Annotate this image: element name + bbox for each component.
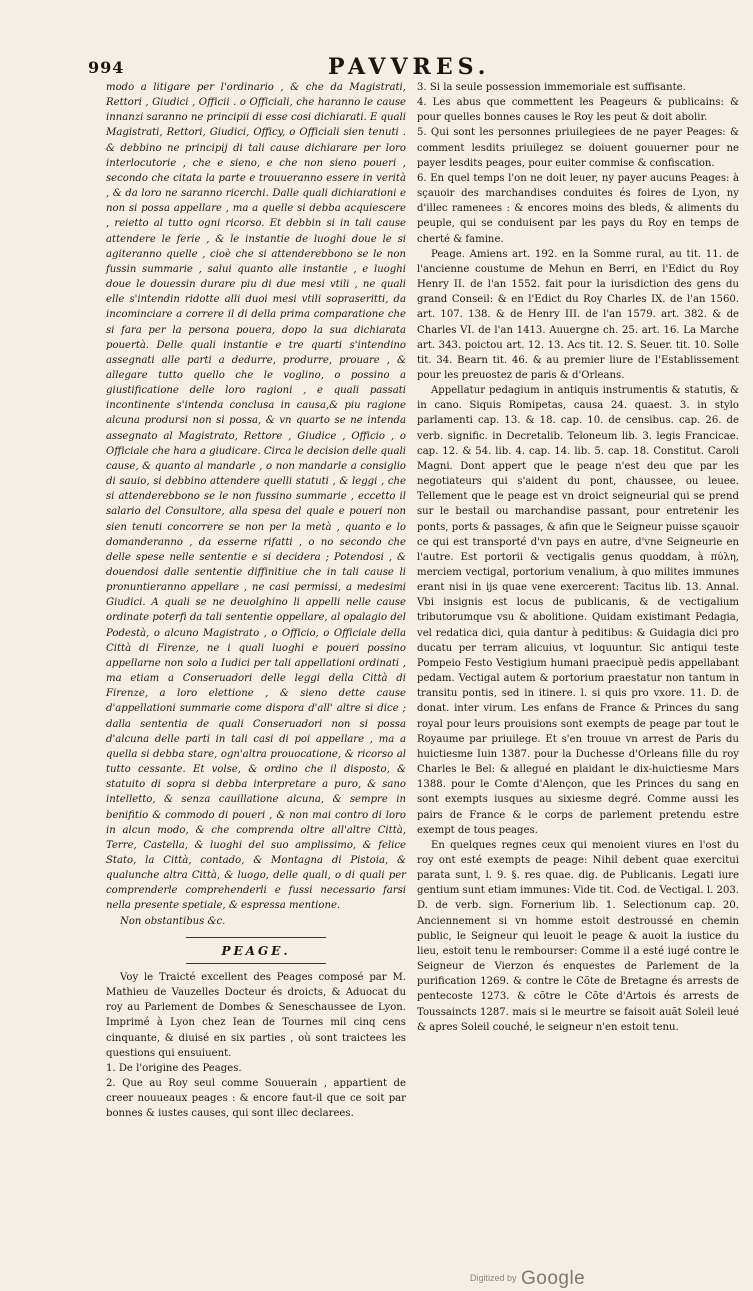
question-item: 2. Que au Roy seul comme Souuerain , appartient de creer nouueaux peages : & encore faut-il que ce soit par bonnes & iustes causes, qui sont illec declarees. [106, 1078, 406, 1120]
closing-formula: Non obstantibus &c. [120, 915, 226, 927]
question-item: 1. De l'origine des Peages. [106, 1062, 242, 1074]
italian-statute-text: modo a litigare per l'ordinario , & che da Magistrati, Rettori , Giudici , Officii . o Officiali, che haranno le cause innanzi saranno ne principii di esse cosi dichiarati. E quali Magistrati, Rettori, Giudici, Officy, o Officiali sien tenuti . & debbino ne principij di tali cause dichiarare per loro interlocutorie , che e sieno, e che non sieno poueri , secondo che citata la parte e trouueranno essere in verità , & da loro ne saranno ricerchi. Dalle quali dichiarationi e non si possa appellare , ma a quelle si debba acquiescere , reietto al tutto ogni ricorso. Et debbin si in tali cause attendere le ferie , & le instantie de luoghi doue le si agiteranno quelle , cioè che si attenderebbono se le non fussin summarie , salui quanto alle instantie , e luoghi doue le douessin durare piu di due mesi vtili , ne quali elle s'intendin ridotte alli duoi mesi vtili sopraseritti, da incominciare a correre il di della prima comparatione che si fara per la persona pouera, dopo la sua dichiarata pouertà. Delle quali instantie e tre quarti s'intendino assegnati alle parti a dedurre, produrre, prouare , & allegare tutto quello che le voglino, o possino a giustificatione delle loro ragioni , e quali passati incontinente s'intenda conclusa in causa,& piu ragione alcuna prodursi non si possa, & vn quarto se ne intenda assegnato al Magistrato, Rettore , Giudice , Officio , o Officiale che hara a giudicare. Circa le decision delle quali cause, & quanto al mandarle , o non mandarle a consiglio di sauio, si debbino attendere quelli statuti , & leggi , che si attenderebbono se le non fussino summarie , eccetto il salario del Consultore, alla spesa del quale e poueri non sien tenuti concorrere se non per la metà , quanto e lo domanderanno , da esserne rifatti , o no secondo che delle spese nelle sententie e si decidera ; Potendosi , & douendosi dalle sententie diffinitiue che in tali cause li pronuntieranno appellare , ne casi permissi, a medesimi Giudici. A quali se ne deuolghino li appelli nelle cause ordinate poterfi da tali sententie oppellare, al opalagio del Podestà, o alcuno Magistrato , o Officio, o Officiale della Città di Firenze, ne i quali luoghi e poueri possino appellarne non solo a Iudici per tali appellationi ordinati , ma etiam a Conseruadori delle leggi della Città di Firenze, a loro elettione , & sieno dette cause d'appellationi summarie come dispora d'all' altre si dice ; dalla sententia de quali Conseruadori non si possa d'alcuna delle parti in tali casi di poi appellare , ma a quella si debba stare, ogn'altra prouocatione, & ricorso al tutto cessante. Et volse, & ordino che il disposto, & statuito di sopra si debba interpretare a puro, & sano intelletto, & senza cauillatione alcuna, & sempre in benifitio & commodo di poueri , & non mai contro di loro in alcun modo, & che comprenda oltre all'altre Città, Terre, Castella, & luoghi del suo amplissimo, & felice Stato, la Città, contado, & Montagna di Pistoia, & qualunche altra Città, & luogo, delle quali, o di quali per comprenderle comprehenderli e fussi necessario farsi nella presente spetiale, & espressa mentione. [106, 82, 406, 912]
references-paragraph: Peage. Amiens art. 192. en la Somme rural, au tit. 11. de l'ancienne coustume de Mehun en Berri, en l'Edict du Roy Henry II. de l'an 1552. fait pour la iurisdiction des gens du grand Conseil: & en l'Edict du Roy Charles IX. de l'an 1560. art. 107. 138. & de Henry III. de l'an 1579. art. 382. & de Charles VI. de l'an 1413. Auuergne ch. 25. art. 16. La Marche art. 343. poictou art. 12. 13. Acs tit. 12. S. Seuer. tit. 10. Solle tit. 34. Bearn tit. 46. & au premier liure de l'Establissement pour les preuostez de paris & d'Orleans. [417, 248, 739, 381]
page-number: 994 [88, 58, 125, 77]
question-item: 3. Si la seule possession immemoriale est suffisante. [417, 82, 686, 93]
latin-paragraph: Appellatur pedagium in antiquis instrumentis & statutis, & in cano. Siquis Romipetas, causa 24. quaest. 3. in stylo parlamenti cap. 13. & 18. cap. 10. de censibus. cap. 26. de verb. signific. in Decretalib. Teloneum lib. 3. legis Francicae. cap. 12. & 54. lib. 4. cap. 14. lib. 5. cap. 18. Constitut. Caroli Magni. Dont appert que le peage n'est deu que par les negotiateurs qui s'aident du pont, chaussee, ou leuee. Tellement que le peage est vn droict seigneurial qui se prend sur le bestail ou marchandise passant, pour entretenir les ponts, ports & passages, & afin que le Seigneur puisse sçauoir ce qui est transporté d'vn pays en autre, d'vne Seigneurie en l'autre. Est portorii & vectigalis genus quoddam, à πύλη, merciem vectigal, portorium venalium, à quo milites immunes erant nisi in ijs quae vene exercerent: Tacitus lib. 13. Annal. Vbi insignis est locus de publicanis, & de vectigalium tributorumque vsu & abolitione. Quidam existimant Pedagia, vel redatica dici, quia dantur à peditibus: & Guidagia dici pro ducatu per terram alicuius, vt loquuntur. Sic antiqui teste Pompeio Festo Vestigium humani praecipuè pedis appellabant pedam. Vectigal autem & portorium praestatur non tantum in transitu pontis, sed in itinere. l. si quis pro vxore. 11. D. de donat. inter virum. Les enfans de France & Princes du sang royal pour leurs prouisions sont exempts de peage par tout le Royaume par priuilege. Et s'en trouue vn arrest de Paris du huictiesme Iuin 1387. pour la Duchesse d'Orleans fille du roy Charles le Bel: & allegué en plaidant le dix-huictiesme Mars 1388. pour le Comte d'Alençon, que les Princes du sang en sont exempts iusques au sixiesme degré. Comme aussi les pairs de France & le corps de parlement pretendu estre exempt de tous peages. [417, 385, 739, 836]
question-item: 5. Qui sont les personnes priuilegiees de ne payer Peages: & comment lesdits priuilegez se doiuent gouuerner pour ne payer lesdits peages, pour euiter commise & confiscation. [417, 127, 739, 169]
section-rule-top [186, 937, 326, 938]
left-column [106, 80, 406, 1121]
question-item: 6. En quel temps l'on ne doit leuer, ny payer aucuns Peages: à sçauoir des marchandises conduites és foires de Lyon, ny d'illec ramenees : & encores moins des bleds, & aliments du peuple, qui se conduisent par les pays du Roy en temps de cherté & famine. [417, 172, 739, 245]
section-rule-bottom [186, 963, 326, 964]
right-column [417, 80, 739, 1035]
final-paragraph: En quelques regnes ceux qui menoient viures en l'ost du roy ont esté exempts de peage: Nihil debent quae exercitui parata sunt, l. 9. §. res quae. dig. de Publicanis. Legati iure gentium sunt etiam immunes: Vide tit. Cod. de Vectigal. l. 203. D. de verb. sign. Fornerium lib. 1. Selectionum cap. 20. Anciennement si vn homme estoit destroussé en chemin public, le Seigneur qui leuoit le peage & auoit la iustice du lieu, estoit tenu le rembourser: Comme il a esté iugé contre le Seigneur de Vierzon és enquestes de Parlement de la purification 1269. & contre le Cõte de Bretagne és arrests de pentecoste 1273. & cõtre le Cõte d'Artois és arrests de Toussaincts 1287. mais si le meurtre se faisoit auãt Soleil leué & apres Soleil couché, le seigneur n'en estoit tenu. [417, 839, 739, 1033]
google-logo: Google [520, 1268, 586, 1289]
question-item: 4. Les abus que commettent les Peageurs & publicains: & pour quelles bonnes causes le Roy les peut & doit abolir. [417, 97, 739, 124]
running-head: PAVVRES. [328, 54, 491, 80]
section-title-peage: PEAGE. [221, 943, 291, 958]
peage-intro: Voy le Traicté excellent des Peages composé par M. Mathieu de Vauzelles Docteur és droicts, & Aduocat du roy au Parlement de Dombes & Seneschaussee de Lyon. Imprimé à Lyon chez Iean de Tournes mil cinq cens cinquante, & diuisé en six parties , où sont traictees les questions qui ensuiuent. [106, 971, 406, 1059]
digitized-watermark [470, 1268, 585, 1290]
digitized-by-label: Digitized by [470, 1273, 517, 1283]
